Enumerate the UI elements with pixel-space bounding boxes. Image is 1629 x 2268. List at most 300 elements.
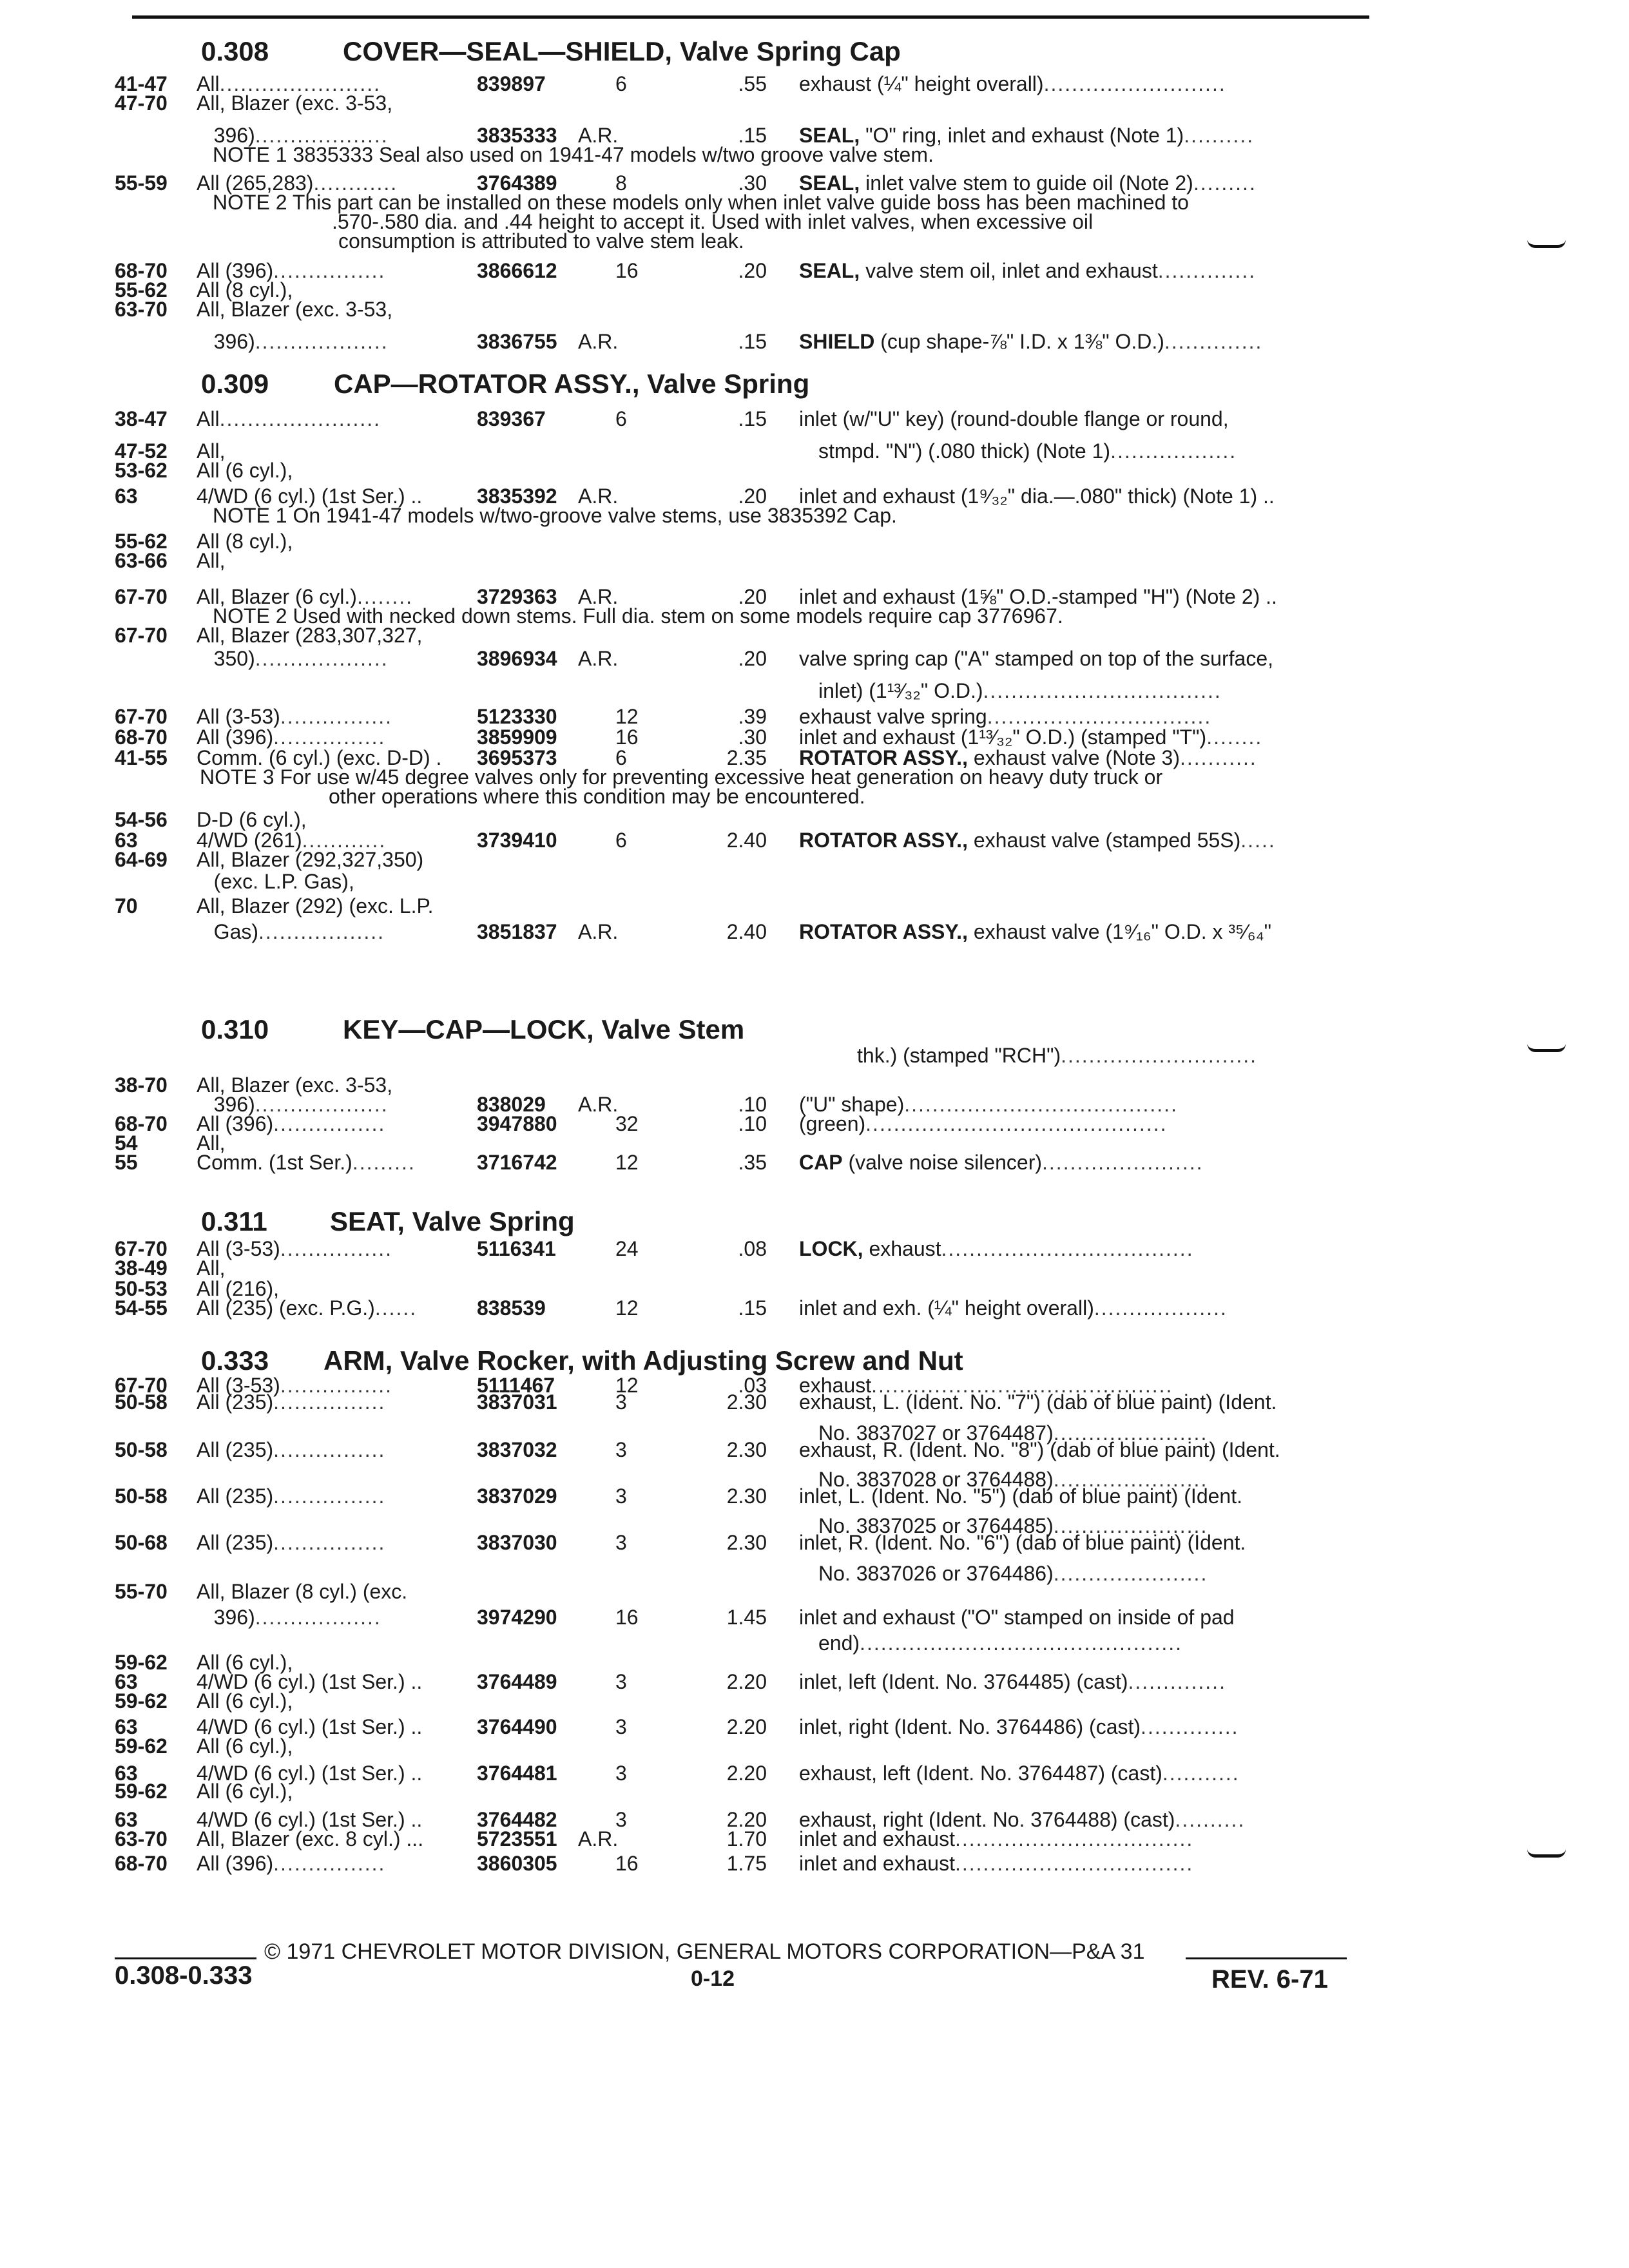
quantity: 12	[615, 705, 639, 728]
model-text: 350)	[197, 647, 255, 670]
part-row	[0, 1438, 1629, 1461]
part-description	[799, 726, 1262, 749]
part-row	[0, 1531, 1629, 1554]
list-price: 2.20	[726, 1670, 767, 1693]
catalog-note: NOTE 1 On 1941-47 models w/two-groove valve stems, use 3835392 Cap.	[213, 504, 897, 527]
model-text: All (6 cyl.),	[197, 1689, 293, 1713]
model-years: 63	[115, 829, 138, 852]
model-years: 63-70	[115, 298, 168, 321]
part-row	[0, 705, 1629, 728]
model-years: 54	[115, 1131, 138, 1155]
list-price: 1.75	[726, 1852, 767, 1875]
model-text: All (216),	[197, 1277, 280, 1300]
model-text: 396)	[197, 1606, 255, 1629]
model-years: 67-70	[115, 705, 168, 728]
quantity: A.R.	[578, 485, 619, 508]
model-text: All (396)	[197, 259, 274, 282]
part-description	[818, 679, 1222, 702]
model-application	[197, 624, 422, 647]
leader-dots: .......................	[219, 407, 381, 430]
catalog-note: .570-.580 dia. and .44 height to accept it. Used with inlet valves, when excessive oil	[332, 210, 1094, 233]
part-row	[0, 1296, 1629, 1320]
model-text: All,	[197, 1131, 226, 1155]
model-application	[197, 1438, 385, 1461]
model-years: 50-58	[115, 1390, 168, 1414]
part-description	[799, 920, 1271, 943]
model-years: 68-70	[115, 1852, 168, 1875]
leader-dots: ........	[1206, 726, 1263, 749]
description-text: (green)	[799, 1112, 866, 1135]
list-price: 2.35	[726, 746, 767, 769]
description-text: end)	[818, 1631, 860, 1655]
quantity: A.R.	[578, 1093, 619, 1116]
model-application	[197, 870, 354, 893]
quantity: 32	[615, 1112, 639, 1135]
list-price: .30	[738, 171, 767, 195]
part-description	[799, 647, 1273, 670]
leader-dots: ................	[280, 1374, 393, 1397]
model-application	[197, 894, 434, 918]
description-text: No. 3837025 or 3764485)	[818, 1514, 1054, 1537]
leader-dots: ................	[273, 1852, 386, 1875]
list-price: .39	[738, 705, 767, 728]
quantity: 3	[615, 1531, 627, 1554]
part-row	[0, 1390, 1629, 1414]
part-number: 3896934	[477, 647, 557, 670]
section-number: 0.310	[201, 1014, 269, 1044]
model-years: 68-70	[115, 726, 168, 749]
part-number: 3836755	[477, 330, 557, 353]
part-number: 3729363	[477, 585, 557, 608]
part-name: SHIELD	[799, 330, 875, 353]
part-number: 3764481	[477, 1762, 557, 1785]
part-number: 3764489	[477, 1670, 557, 1693]
part-row	[0, 894, 1629, 918]
model-years: 41-47	[115, 72, 168, 95]
quantity: 12	[615, 1374, 639, 1397]
model-application	[197, 1151, 416, 1174]
footer-section-range: 0.308-0.333	[115, 1961, 253, 1990]
part-description	[799, 705, 1211, 728]
leader-dots: ..........	[1184, 124, 1255, 147]
model-text: All, Blazer (exc. 8 cyl.) ...	[197, 1827, 424, 1850]
model-text: All (8 cyl.),	[197, 278, 293, 302]
quantity: 3	[615, 1485, 627, 1508]
part-name: SEAL,	[799, 124, 860, 147]
part-number: 3837031	[477, 1390, 557, 1414]
model-text: All (3-53)	[197, 705, 280, 728]
part-row	[0, 624, 1629, 647]
part-name: LOCK,	[799, 1237, 863, 1260]
model-application	[197, 726, 385, 749]
model-application	[197, 848, 423, 871]
leader-dots: ................	[273, 1485, 386, 1508]
quantity: 8	[615, 171, 627, 195]
model-application	[197, 549, 225, 572]
description-text: exhaust (¼" height overall)	[799, 72, 1044, 95]
model-text: All, Blazer (292) (exc. L.P.	[197, 894, 434, 918]
model-years: 68-70	[115, 1112, 168, 1135]
leader-dots: ..........................	[1043, 72, 1226, 95]
quantity: 3	[615, 1808, 627, 1831]
list-price: 2.20	[726, 1808, 767, 1831]
quantity: 16	[615, 1606, 639, 1629]
model-application	[197, 808, 307, 831]
description-text: exhaust valve (stamped 55S)	[967, 829, 1241, 852]
part-number: 3866612	[477, 259, 557, 282]
section-title: CAP—ROTATOR ASSY., Valve Spring	[334, 369, 810, 399]
model-years: 70	[115, 894, 138, 918]
model-text: All (3-53)	[197, 1374, 280, 1397]
quantity: 3	[615, 1390, 627, 1414]
list-price: .55	[738, 72, 767, 95]
quantity: A.R.	[578, 1827, 619, 1850]
model-text: All (6 cyl.),	[197, 459, 293, 482]
model-years: 50-53	[115, 1277, 168, 1300]
margin-mark	[1527, 1044, 1566, 1052]
model-years: 38-70	[115, 1073, 168, 1097]
part-name: SEAL,	[799, 259, 860, 282]
part-row	[0, 1735, 1629, 1758]
part-name: ROTATOR ASSY.,	[799, 746, 968, 769]
model-years: 50-68	[115, 1531, 168, 1554]
list-price: 2.20	[726, 1715, 767, 1738]
part-description	[799, 1438, 1280, 1461]
part-number: 3835333	[477, 124, 557, 147]
model-years: 50-58	[115, 1438, 168, 1461]
list-price: .30	[738, 726, 767, 749]
leader-dots: .........	[1193, 171, 1257, 195]
part-row	[0, 1485, 1629, 1508]
model-text: 4/WD (6 cyl.) (1st Ser.) ..	[197, 485, 423, 508]
list-price: .15	[738, 330, 767, 353]
part-number: 3974290	[477, 1606, 557, 1629]
part-number: 3764389	[477, 171, 557, 195]
part-number: 839897	[477, 72, 546, 95]
quantity: A.R.	[578, 647, 619, 670]
model-text: All (235)	[197, 1531, 274, 1554]
model-text: All,	[197, 1256, 226, 1280]
model-text: All,	[197, 439, 226, 463]
list-price: 2.30	[726, 1438, 767, 1461]
part-row	[0, 1580, 1629, 1603]
quantity: 12	[615, 1151, 639, 1174]
model-years: 55	[115, 1151, 138, 1174]
list-price: 2.30	[726, 1390, 767, 1414]
model-text: Comm. (1st Ser.)	[197, 1151, 352, 1174]
leader-dots: ....................................	[941, 1237, 1194, 1260]
part-description	[799, 1296, 1228, 1320]
model-years: 63	[115, 1808, 138, 1831]
description-text: exhaust, L. (Ident. No. "7") (dab of blue paint) (Ident.	[799, 1390, 1277, 1414]
description-text: inlet and exhaust ("O" stamped on inside of pad	[799, 1606, 1235, 1629]
model-years: 50-58	[115, 1485, 168, 1508]
model-years: 59-62	[115, 1689, 168, 1713]
list-price: .15	[738, 1296, 767, 1320]
list-price: 2.20	[726, 1762, 767, 1785]
list-price: .20	[738, 647, 767, 670]
list-price: 2.30	[726, 1485, 767, 1508]
description-text: inlet valve stem to guide oil (Note 2)	[860, 171, 1193, 195]
part-description	[799, 1151, 1204, 1174]
leader-dots: ............	[302, 829, 387, 852]
leader-dots: .......................................	[904, 1093, 1178, 1116]
description-text: inlet and exh. (¼" height overall)	[799, 1296, 1094, 1320]
model-years: 67-70	[115, 624, 168, 647]
description-text: inlet, L. (Ident. No. "5") (dab of blue paint) (Ident.	[799, 1485, 1242, 1508]
list-price: 2.30	[726, 1531, 767, 1554]
model-years: 55-59	[115, 171, 168, 195]
part-number: 3947880	[477, 1112, 557, 1135]
model-text: 4/WD (6 cyl.) (1st Ser.) ..	[197, 1670, 423, 1693]
model-application	[197, 459, 293, 482]
model-years: 63	[115, 1762, 138, 1785]
leader-dots: ..................................	[983, 679, 1222, 702]
footer-copyright: © 1971 CHEVROLET MOTOR DIVISION, GENERAL MOTORS CORPORATION—P&A 31	[264, 1939, 1145, 1964]
leader-dots: ......	[374, 1296, 418, 1320]
top-rule	[132, 15, 1369, 19]
model-application	[197, 1780, 293, 1803]
list-price: .35	[738, 1151, 767, 1174]
part-number: 3837032	[477, 1438, 557, 1461]
part-row	[0, 920, 1629, 943]
quantity: 6	[615, 746, 627, 769]
leader-dots: ..............	[1157, 259, 1257, 282]
part-description	[799, 1852, 1193, 1875]
model-application	[197, 407, 381, 430]
model-text: All (396)	[197, 726, 274, 749]
model-application	[197, 1827, 423, 1850]
leader-dots: ...................	[255, 124, 389, 147]
model-years: 63	[115, 485, 138, 508]
list-price: 2.40	[726, 920, 767, 943]
description-text: No. 3837027 or 3764487)	[818, 1421, 1054, 1445]
list-price: .20	[738, 485, 767, 508]
model-years: 54-56	[115, 808, 168, 831]
quantity: 16	[615, 1852, 639, 1875]
leader-dots: ................	[273, 259, 386, 282]
quantity: 6	[615, 407, 627, 430]
description-text: inlet and exhaust (1¹³⁄₃₂" O.D.) (stamped "T")	[799, 726, 1207, 749]
model-text: Gas)	[197, 920, 259, 943]
leader-dots: ................	[280, 705, 393, 728]
model-text: 4/WD (261)	[197, 829, 302, 852]
model-text: All, Blazer (292,327,350)	[197, 848, 424, 871]
model-application	[197, 1606, 381, 1629]
section-title: SEAT, Valve Spring	[330, 1206, 575, 1236]
part-row	[0, 1044, 1629, 1067]
model-text: (exc. L.P. Gas),	[197, 870, 354, 893]
part-number: 3859909	[477, 726, 557, 749]
section-number: 0.333	[201, 1345, 269, 1376]
model-text: 4/WD (6 cyl.) (1st Ser.) ..	[197, 1715, 423, 1738]
leader-dots: ......................	[1053, 1468, 1208, 1491]
part-row	[0, 848, 1629, 871]
part-row	[0, 1852, 1629, 1875]
quantity: 16	[615, 726, 639, 749]
model-text: Comm. (6 cyl.) (exc. D-D) .	[197, 746, 442, 769]
model-application	[197, 298, 392, 321]
leader-dots: .......................	[219, 72, 381, 95]
quantity: 3	[615, 1670, 627, 1693]
description-text: exhaust, R. (Ident. No. "8") (dab of blue paint) (Ident.	[799, 1438, 1280, 1461]
part-row	[0, 549, 1629, 572]
leader-dots: ......................	[1053, 1514, 1208, 1537]
description-text: inlet and exhaust	[799, 1852, 955, 1875]
part-row	[0, 679, 1629, 702]
leader-dots: .......................	[1042, 1151, 1204, 1174]
model-text: All (235)	[197, 1438, 274, 1461]
leader-dots: ...................	[255, 647, 389, 670]
description-text: inlet, R. (Ident. No. "6") (dab of blue paint) (Ident.	[799, 1531, 1246, 1554]
footer-page-number: 0-12	[691, 1966, 735, 1991]
description-text: exhaust valve (Note 3)	[967, 746, 1180, 769]
footer-revision: REV. 6-71	[1211, 1965, 1328, 1994]
description-text: inlet and exhaust (1⅝" O.D.-stamped "H") (Note 2) ..	[799, 585, 1277, 608]
model-application	[197, 920, 385, 943]
leader-dots: ................	[273, 1112, 386, 1135]
part-row	[0, 870, 1629, 893]
description-text: inlet and exhaust	[799, 1827, 955, 1850]
catalog-note: NOTE 3 For use w/45 degree valves only for preventing excessive heat generation on heavy duty truck or	[200, 765, 1163, 789]
list-price: .20	[738, 259, 767, 282]
description-text: No. 3837026 or 3764486)	[818, 1562, 1054, 1585]
description-text: inlet) (1¹³⁄₃₂" O.D.)	[818, 679, 983, 702]
model-text: 4/WD (6 cyl.) (1st Ser.) ..	[197, 1762, 423, 1785]
model-text: All, Blazer (exc. 3-53,	[197, 1073, 393, 1097]
model-text: All	[197, 407, 220, 430]
part-number: 3739410	[477, 829, 557, 852]
model-text: All (265,283)	[197, 171, 314, 195]
model-text: All (6 cyl.),	[197, 1735, 293, 1758]
section-number: 0.311	[201, 1206, 267, 1236]
model-text: All (6 cyl.),	[197, 1651, 293, 1674]
quantity: 12	[615, 1296, 639, 1320]
quantity: 16	[615, 259, 639, 282]
description-text: thk.) (stamped "RCH")	[857, 1044, 1061, 1067]
footer-rule-left	[115, 1957, 256, 1959]
part-description	[799, 1390, 1277, 1414]
model-years: 47-70	[115, 91, 168, 115]
margin-mark	[1527, 240, 1566, 248]
leader-dots: ...........	[1162, 1762, 1240, 1785]
leader-dots: .....	[1240, 829, 1276, 852]
part-description	[799, 1827, 1193, 1850]
leader-dots: ..................	[258, 920, 385, 943]
part-row	[0, 1256, 1629, 1280]
model-years: 63-70	[115, 1827, 168, 1850]
model-years: 59-62	[115, 1780, 168, 1803]
leader-dots: ..............	[1141, 1715, 1239, 1738]
catalog-note: other operations where this condition may be encountered.	[329, 785, 865, 808]
part-row	[0, 298, 1629, 321]
model-years: 63-66	[115, 549, 168, 572]
part-row	[0, 1606, 1629, 1629]
model-application	[197, 91, 392, 115]
list-price: 1.45	[726, 1606, 767, 1629]
description-text: exhaust	[799, 1374, 872, 1397]
description-text: ("U" shape)	[799, 1093, 905, 1116]
leader-dots: ......................	[1053, 1562, 1208, 1585]
description-text: valve spring cap ("A" stamped on top of the surface,	[799, 647, 1273, 670]
model-text: 4/WD (6 cyl.) (1st Ser.) ..	[197, 1808, 423, 1831]
description-text: inlet, left (Ident. No. 3764485) (cast)	[799, 1670, 1128, 1693]
model-years: 38-47	[115, 407, 168, 430]
model-application	[197, 330, 389, 353]
description-text: exhaust, right (Ident. No. 3764488) (cast)	[799, 1808, 1175, 1831]
part-row	[0, 459, 1629, 482]
part-name: ROTATOR ASSY.,	[799, 829, 968, 852]
quantity: 6	[615, 829, 627, 852]
part-name: CAP	[799, 1151, 843, 1174]
model-years: 55-62	[115, 278, 168, 302]
part-number: 3837030	[477, 1531, 557, 1554]
part-row	[0, 1689, 1629, 1713]
leader-dots: ................................	[987, 705, 1212, 728]
leader-dots: ............................	[1061, 1044, 1258, 1067]
leader-dots: ...........................................	[865, 1112, 1168, 1135]
section-number: 0.308	[201, 36, 269, 66]
model-years: 67-70	[115, 1374, 168, 1397]
list-price: .15	[738, 124, 767, 147]
catalog-note: consumption is attributed to valve stem leak.	[338, 229, 744, 253]
leader-dots: ..............	[1164, 330, 1263, 353]
footer-rule-right	[1186, 1957, 1347, 1959]
section-title: COVER—SEAL—SHIELD, Valve Spring Cap	[343, 36, 901, 66]
part-description	[799, 407, 1229, 430]
part-number: 5111467	[477, 1374, 555, 1397]
quantity: A.R.	[578, 330, 619, 353]
model-text: All, Blazer (exc. 3-53,	[197, 298, 393, 321]
part-row	[0, 808, 1629, 831]
part-number: 3764490	[477, 1715, 557, 1738]
model-years: 64-69	[115, 848, 168, 871]
leader-dots: ................	[273, 726, 386, 749]
part-number: 3764482	[477, 1808, 557, 1831]
description-text: (valve noise silencer)	[842, 1151, 1043, 1174]
part-row	[0, 726, 1629, 749]
part-description	[799, 1531, 1246, 1554]
catalog-note: NOTE 2 Used with necked down stems. Full dia. stem on some models require cap 3776967.	[213, 604, 1063, 628]
leader-dots: .........	[352, 1151, 416, 1174]
description-text: No. 3837028 or 3764488)	[818, 1468, 1054, 1491]
model-text: All (396)	[197, 1852, 274, 1875]
list-price: 2.40	[726, 829, 767, 852]
catalog-note: NOTE 1 3835333 Seal also used on 1941-47 models w/two groove valve stem.	[213, 143, 934, 166]
model-text: All (6 cyl.),	[197, 1780, 293, 1803]
model-text: 396)	[197, 1093, 255, 1116]
model-years: 59-62	[115, 1735, 168, 1758]
model-text: 396)	[197, 330, 255, 353]
margin-mark	[1527, 1849, 1566, 1858]
leader-dots: ......................	[1053, 1421, 1208, 1445]
part-number: 839367	[477, 407, 546, 430]
part-number: 3716742	[477, 1151, 557, 1174]
part-number: 838539	[477, 1296, 546, 1320]
list-price: .10	[738, 1093, 767, 1116]
leader-dots: ...................	[255, 1093, 389, 1116]
model-text: All (396)	[197, 1112, 274, 1135]
quantity: A.R.	[578, 585, 619, 608]
description-text: valve stem oil, inlet and exhaust	[860, 259, 1158, 282]
model-application	[197, 647, 389, 670]
model-years: 55-70	[115, 1580, 168, 1603]
quantity: A.R.	[578, 920, 619, 943]
quantity: 3	[615, 1715, 627, 1738]
quantity: 6	[615, 72, 627, 95]
leader-dots: ..........	[1175, 1808, 1246, 1831]
model-application	[197, 1580, 407, 1603]
